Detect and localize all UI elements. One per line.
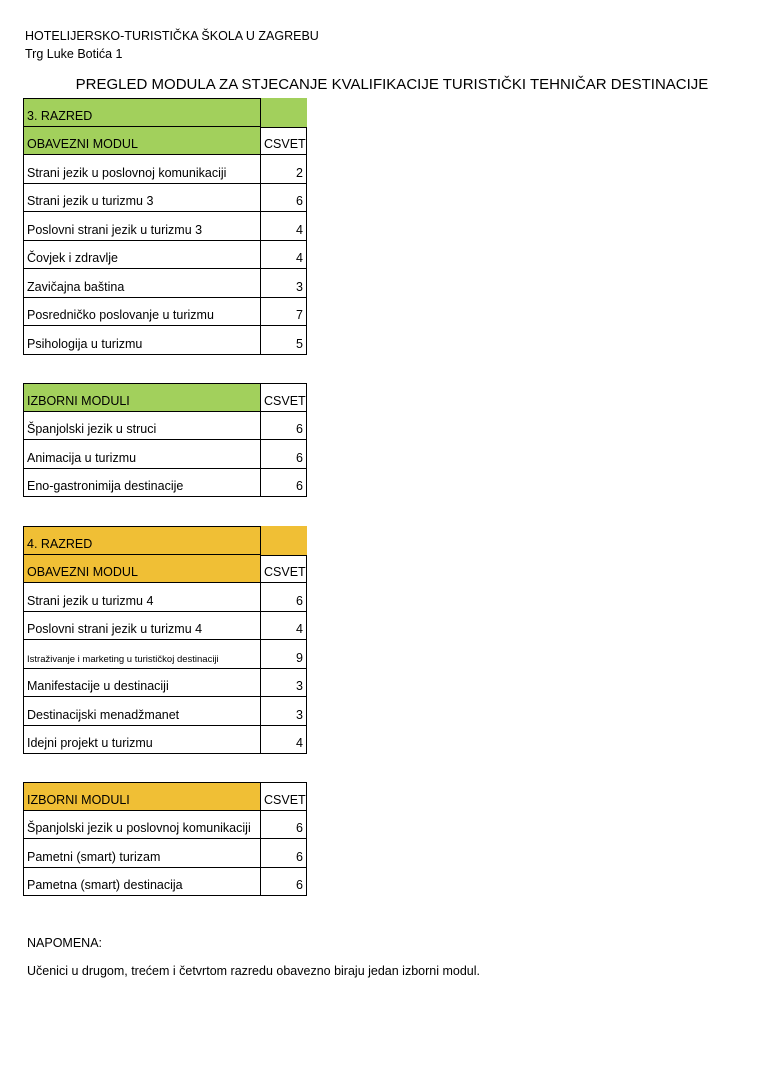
table-row (23, 669, 307, 698)
module-name: Posredničko poslovanje u turizmu (23, 298, 261, 327)
module-name: Eno-gastronimija destinacije (23, 469, 261, 498)
table-header-row (23, 555, 307, 584)
school-name: HOTELIJERSKO-TURISTIČKA ŠKOLA U ZAGREBU (25, 29, 319, 43)
module-csvet: 4 (261, 612, 307, 641)
module-name: Animacija u turizmu (23, 440, 261, 469)
module-csvet: 6 (261, 469, 307, 498)
table-row (23, 440, 307, 469)
section-label: OBAVEZNI MODUL (23, 127, 261, 156)
grade-label: 3. RAZRED (23, 98, 261, 127)
module-name: Istraživanje i marketing u turističkoj destinaciji (23, 640, 261, 669)
module-csvet: 6 (261, 583, 307, 612)
csvet-header: CSVET (261, 782, 307, 811)
csvet-header: CSVET (261, 127, 307, 156)
module-name: Čovjek i zdravlje (23, 241, 261, 270)
module-name: Idejni projekt u turizmu (23, 726, 261, 755)
module-table (23, 526, 307, 754)
table-header-row (23, 782, 307, 811)
grade-label-fill (261, 526, 307, 555)
module-csvet: 4 (261, 241, 307, 270)
module-csvet: 6 (261, 184, 307, 213)
section-label: OBAVEZNI MODUL (23, 555, 261, 584)
module-csvet: 5 (261, 326, 307, 355)
module-csvet: 2 (261, 155, 307, 184)
table-header-row (23, 98, 307, 127)
section-label: IZBORNI MODULI (23, 383, 261, 412)
module-csvet: 4 (261, 726, 307, 755)
table-row (23, 839, 307, 868)
module-name: Poslovni strani jezik u turizmu 4 (23, 612, 261, 641)
module-name: Poslovni strani jezik u turizmu 3 (23, 212, 261, 241)
module-name: Strani jezik u poslovnoj komunikaciji (23, 155, 261, 184)
table-row (23, 326, 307, 355)
module-csvet: 6 (261, 839, 307, 868)
table-row (23, 697, 307, 726)
note-label: NAPOMENA: (27, 936, 103, 950)
module-name: Strani jezik u turizmu 4 (23, 583, 261, 612)
table-row (23, 298, 307, 327)
module-table (23, 383, 307, 497)
module-csvet: 6 (261, 440, 307, 469)
module-csvet: 3 (261, 697, 307, 726)
table-row (23, 726, 307, 755)
table-row (23, 811, 307, 840)
table-row (23, 269, 307, 298)
module-name: Psihologija u turizmu (23, 326, 261, 355)
table-row (23, 412, 307, 441)
school-address: Trg Luke Botića 1 (25, 47, 123, 61)
table-header-row (23, 383, 307, 412)
module-table (23, 98, 307, 355)
module-csvet: 3 (261, 269, 307, 298)
grade-label-fill (261, 98, 307, 127)
table-row (23, 155, 307, 184)
module-csvet: 6 (261, 868, 307, 897)
module-csvet: 4 (261, 212, 307, 241)
module-table (23, 782, 307, 896)
table-row (23, 612, 307, 641)
module-csvet: 7 (261, 298, 307, 327)
module-csvet: 3 (261, 669, 307, 698)
module-name: Pametni (smart) turizam (23, 839, 261, 868)
table-row (23, 469, 307, 498)
module-name: Španjolski jezik u struci (23, 412, 261, 441)
table-row (23, 184, 307, 213)
table-row (23, 583, 307, 612)
module-name: Pametna (smart) destinacija (23, 868, 261, 897)
module-csvet: 9 (261, 640, 307, 669)
csvet-header: CSVET (261, 555, 307, 584)
page-title: PREGLED MODULA ZA STJECANJE KVALIFIKACIJE TURISTIČKI TEHNIČAR DESTINACIJE (75, 76, 709, 93)
table-row (23, 212, 307, 241)
module-name: Španjolski jezik u poslovnoj komunikaciji (23, 811, 261, 840)
module-name: Destinacijski menadžmanet (23, 697, 261, 726)
csvet-header: CSVET (261, 383, 307, 412)
table-row (23, 640, 307, 669)
table-header-row (23, 526, 307, 555)
note-text: Učenici u drugom, trećem i četvrtom razredu obavezno biraju jedan izborni modul. (27, 964, 480, 978)
module-name: Zavičajna baština (23, 269, 261, 298)
grade-label: 4. RAZRED (23, 526, 261, 555)
table-header-row (23, 127, 307, 156)
module-name: Manifestacije u destinaciji (23, 669, 261, 698)
module-name: Strani jezik u turizmu 3 (23, 184, 261, 213)
table-row (23, 868, 307, 897)
table-row (23, 241, 307, 270)
module-csvet: 6 (261, 412, 307, 441)
module-csvet: 6 (261, 811, 307, 840)
section-label: IZBORNI MODULI (23, 782, 261, 811)
